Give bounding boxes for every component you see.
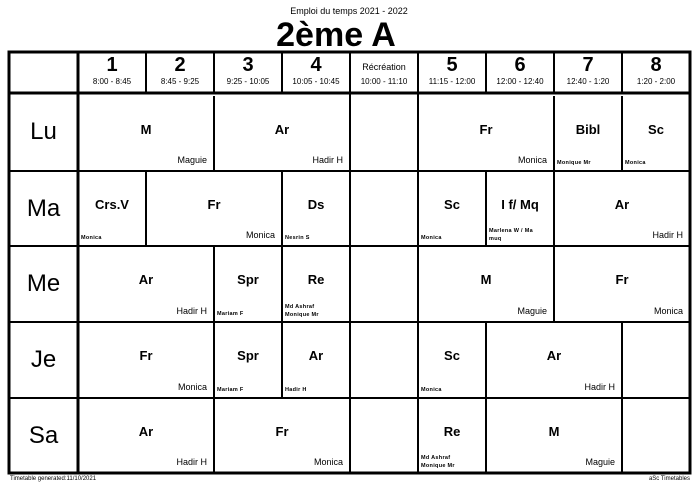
day-label-lu: Lu [30, 118, 57, 145]
lesson-cell[interactable] [486, 322, 622, 398]
period-number: 8 [650, 54, 662, 76]
lesson-teacher: Hadir H [176, 306, 207, 316]
period-number: 1 [106, 54, 118, 76]
lesson-cell[interactable] [78, 398, 214, 473]
footer-generated: Timetable generated:11/10/2021 [10, 476, 97, 482]
lesson-cell[interactable] [554, 171, 690, 246]
lesson-teacher: Monica [421, 235, 442, 241]
lesson-subject: Ds [307, 197, 325, 212]
period-number: 3 [242, 54, 254, 76]
lesson-teacher: Hadir H [312, 155, 343, 165]
teacher-line: Md Ashraf [285, 304, 315, 310]
lesson-teacher: Monica [245, 230, 275, 240]
lesson-cell[interactable] [418, 246, 554, 322]
lesson-teacher: Maguie [517, 306, 547, 316]
lesson-subject: Fr [139, 348, 153, 363]
lesson-cell[interactable] [282, 322, 350, 398]
lesson-subject: M [480, 272, 492, 287]
period-time: 12:00 - 12:40 [496, 77, 544, 86]
lesson-cell[interactable] [282, 171, 350, 246]
period-header-7 [554, 52, 622, 93]
period-time: 8:45 - 9:25 [160, 77, 200, 86]
lesson-teacher: Mariam F [217, 311, 244, 317]
recess-header [350, 52, 418, 93]
lesson-cell[interactable] [214, 96, 350, 171]
period-header-3 [214, 52, 282, 93]
period-time: 10:05 - 10:45 [292, 77, 340, 86]
period-number: 6 [514, 54, 526, 76]
lesson-teacher: Monica [653, 306, 683, 316]
lesson-subject: Ar [546, 348, 562, 363]
day-label-me: Me [26, 270, 61, 297]
lesson-subject: Ar [614, 197, 630, 212]
period-number: 7 [582, 54, 594, 76]
lesson-subject: Ar [138, 424, 154, 439]
lesson-teacher: Hadir H [652, 230, 683, 240]
lesson-cell[interactable] [214, 398, 350, 473]
lesson-teacher: Monica [177, 382, 207, 392]
lesson-subject: Fr [207, 197, 221, 212]
lesson-teacher: Hadir H [584, 382, 615, 392]
lesson-subject: Fr [275, 424, 289, 439]
lesson-cell[interactable] [418, 322, 486, 398]
teacher-line: Monique Mr [285, 312, 319, 318]
teacher-line: Marlena W / Ma [489, 228, 533, 234]
day-label-ma: Ma [26, 194, 61, 222]
lesson-teacher: Monica [421, 387, 442, 393]
lesson-cell[interactable] [78, 96, 214, 171]
lesson-subject: Ar [274, 122, 290, 137]
lesson-teacher: Monica [625, 160, 646, 166]
period-header-1 [78, 52, 146, 93]
lesson-cell[interactable] [214, 322, 282, 398]
lesson-teacher [285, 303, 319, 319]
lesson-subject: I f/ Mq [501, 197, 539, 212]
lesson-subject: Ar [138, 272, 154, 287]
class-title: 2ème A [276, 16, 396, 54]
lesson-teacher: Maguie [585, 457, 615, 467]
period-header-8 [622, 52, 690, 93]
period-time: 1:20 - 2:00 [636, 77, 676, 86]
period-time: 11:15 - 12:00 [428, 77, 476, 86]
lesson-subject: Fr [615, 272, 629, 287]
lesson-teacher: Hadir H [176, 457, 207, 467]
lesson-subject: Sc [648, 122, 664, 137]
period-header-4 [282, 52, 350, 93]
lesson-subject: M [548, 424, 560, 439]
lesson-subject: Ar [308, 348, 324, 363]
lesson-cell[interactable] [622, 96, 690, 171]
lesson-subject: Fr [479, 122, 493, 137]
period-header-6 [486, 52, 554, 93]
lesson-teacher: Monique Mr [557, 160, 591, 166]
lesson-cell[interactable] [418, 171, 486, 246]
lesson-cell[interactable] [78, 322, 214, 398]
period-header-5 [418, 52, 486, 93]
period-time: 12:40 - 1:20 [566, 77, 610, 86]
teacher-line: muq [489, 236, 502, 242]
lesson-teacher [421, 454, 455, 470]
lesson-teacher [489, 227, 533, 243]
footer-brand: aSc Timetables [648, 476, 690, 482]
period-header-2 [146, 52, 214, 93]
recess-time: 10:00 - 11:10 [360, 77, 408, 86]
lesson-subject: Spr [237, 272, 259, 287]
period-number: 5 [446, 54, 458, 76]
recess-label: Récréation [362, 62, 406, 72]
lesson-cell[interactable] [486, 171, 554, 246]
lesson-subject: Bibl [575, 122, 601, 137]
timetable-subtitle: Emploi du temps 2021 - 2022 [290, 6, 408, 16]
lesson-subject: Re [443, 424, 461, 439]
lesson-subject: Spr [237, 348, 259, 363]
lesson-teacher: Mariam F [217, 387, 244, 393]
lesson-cell[interactable] [146, 171, 282, 246]
lesson-cell[interactable] [214, 246, 282, 322]
lesson-teacher: Maguie [177, 155, 207, 165]
lesson-cell[interactable] [486, 398, 622, 473]
lesson-subject: Sc [444, 348, 460, 363]
lesson-cell[interactable] [554, 96, 622, 171]
period-number: 4 [310, 54, 322, 76]
lesson-subject: M [140, 122, 152, 137]
lesson-cell[interactable] [78, 246, 214, 322]
day-label-je: Je [30, 346, 57, 373]
day-label-sa: Sa [28, 421, 59, 449]
lesson-cell[interactable] [282, 246, 350, 322]
lesson-teacher: Monica [313, 457, 343, 467]
lesson-teacher: Monica [517, 155, 547, 165]
lesson-cell[interactable] [554, 246, 690, 322]
lesson-teacher: Nesrin S [285, 235, 310, 241]
lesson-subject: Re [307, 272, 325, 287]
period-time: 8:00 - 8:45 [92, 77, 132, 86]
lesson-cell[interactable] [418, 96, 554, 171]
lesson-teacher: Monica [81, 235, 102, 241]
lesson-subject: Sc [444, 197, 460, 212]
teacher-line: Md Ashraf [421, 455, 451, 461]
period-time: 9:25 - 10:05 [226, 77, 270, 86]
period-number: 2 [174, 54, 186, 76]
lesson-teacher: Hadir H [285, 387, 307, 393]
teacher-line: Monique Mr [421, 463, 455, 469]
lesson-cell[interactable] [418, 398, 486, 473]
lesson-cell[interactable] [78, 171, 146, 246]
lesson-subject: Crs.V [95, 197, 129, 212]
